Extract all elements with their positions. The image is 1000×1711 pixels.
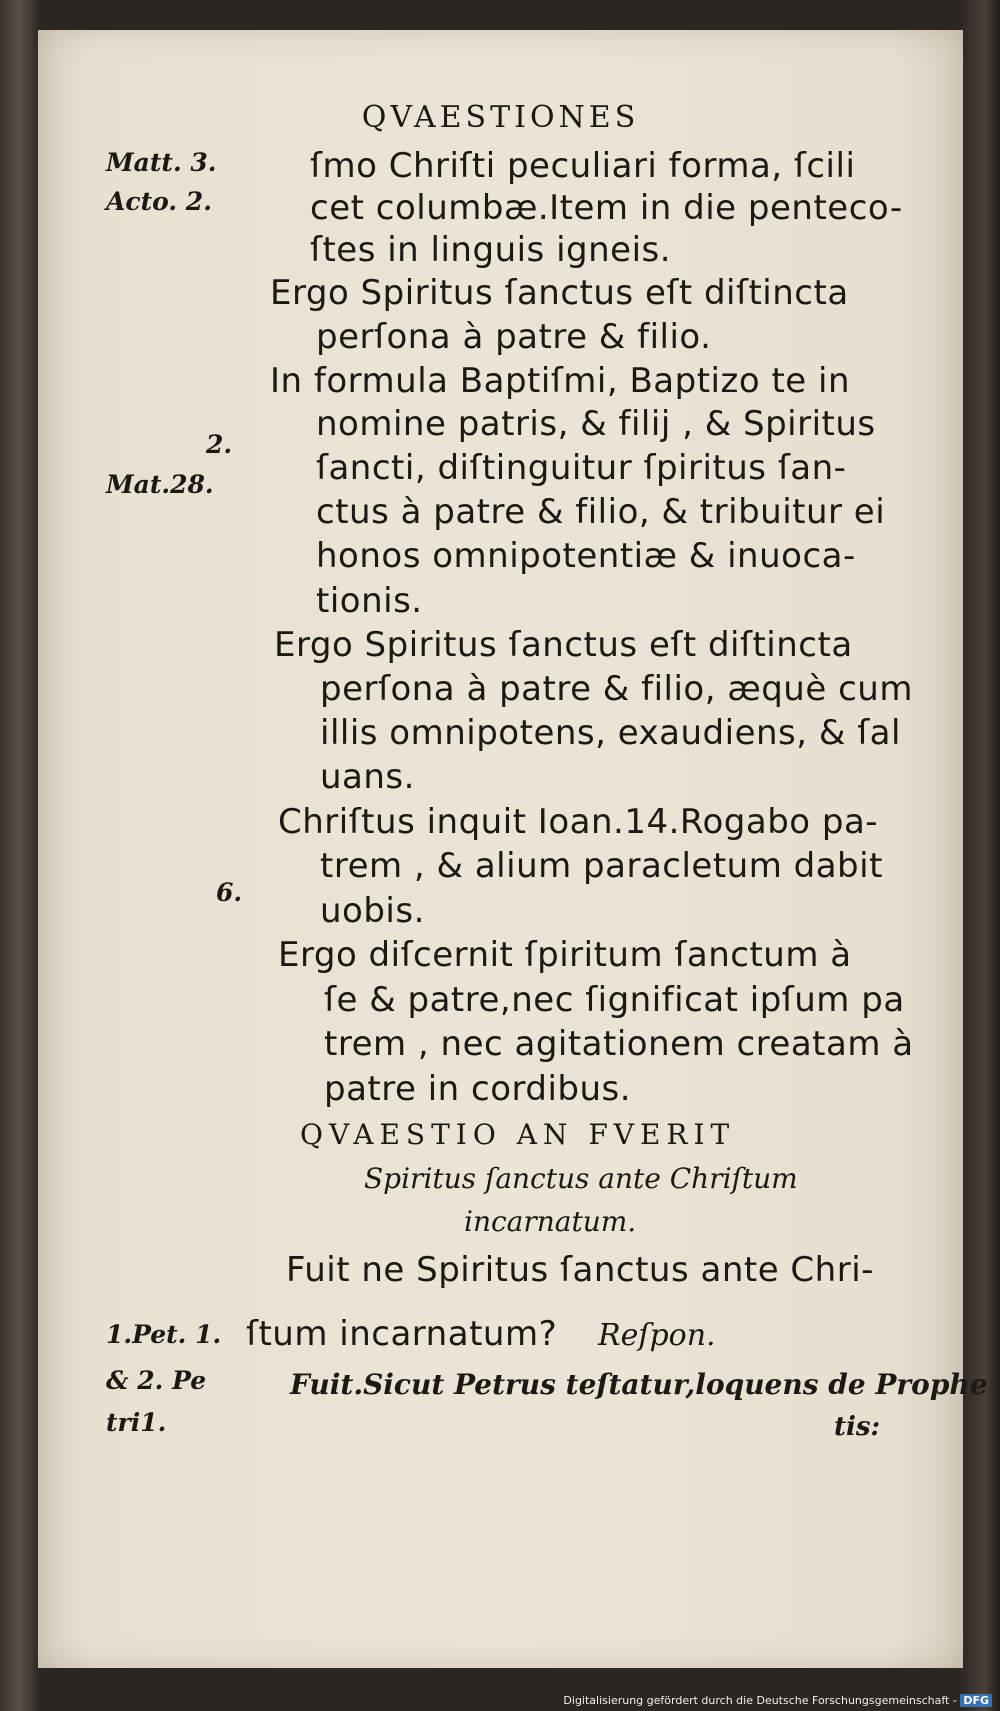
text-line: trem , & alium paracletum dabit <box>320 846 883 886</box>
text-line: ſancti, diſtinguitur ſpiritus ſan- <box>316 448 847 488</box>
text-line: uans. <box>320 757 415 797</box>
margin-note: Matt. 3. <box>106 148 217 177</box>
margin-note: Mat.28. <box>106 470 214 499</box>
text-line: perſona à patre & filio. <box>316 317 712 357</box>
dfg-logo: DFG <box>960 1694 992 1707</box>
text-line: cet columbæ.Item in die penteco- <box>310 188 903 228</box>
text-line: Ergo Spiritus ſanctus eſt diſtincta <box>274 625 853 665</box>
text-line: In formula Baptiſmi, Baptizo te in <box>270 361 850 401</box>
text-line: ſtum incarnatum? <box>246 1314 558 1354</box>
digitization-credit <box>563 1694 992 1707</box>
margin-note: Acto. 2. <box>106 187 212 216</box>
text-line: Fuit.Sicut Petrus teſtatur,loquens de Prophe <box>290 1368 988 1401</box>
text-line: ſmo Chriſti peculiari forma, ſcili <box>310 146 856 186</box>
text-line: Ergo Spiritus ſanctus eſt diſtincta <box>270 273 849 313</box>
margin-note: 6. <box>216 878 243 907</box>
text-line: perſona à patre & filio, æquè cum <box>320 669 913 709</box>
credit-text: Digitalisierung gefördert durch die Deutsche Forschungsgemeinschaft - <box>563 1694 957 1707</box>
text-line: ctus à patre & filio, & tribuitur ei <box>316 492 886 532</box>
text-line: uobis. <box>320 891 425 931</box>
text-line: trem , nec agitationem creatam à <box>324 1024 914 1064</box>
text-line: Chriſtus inquit Ioan.14.Rogabo pa- <box>278 802 879 842</box>
margin-note: 1.Pet. 1. <box>106 1320 222 1349</box>
section-heading: QVAESTIO AN FVERIT <box>300 1118 736 1151</box>
text-line: ſe & patre,nec ſignificat ipſum pa <box>324 980 905 1020</box>
section-subheading: incarnatum. <box>464 1205 637 1238</box>
margin-note: & 2. Pe <box>106 1366 207 1395</box>
text-line: illis omnipotens, exaudiens, & ſal <box>320 713 901 753</box>
text-line: patre in cordibus. <box>324 1069 632 1109</box>
running-header: QVAESTIONES <box>361 100 640 135</box>
margin-note: 2. <box>206 430 233 459</box>
margin-note: tri1. <box>106 1408 167 1437</box>
text-line: ſtes in linguis igneis. <box>310 230 672 270</box>
text-line: Ergo diſcernit ſpiritum ſanctum à <box>278 935 852 975</box>
response-label: Reſpon. <box>598 1318 716 1353</box>
text-line: Fuit ne Spiritus ſanctus ante Chri- <box>286 1250 874 1290</box>
catchword: tis: <box>834 1412 881 1442</box>
text-line: honos omnipotentiæ & inuoca- <box>316 536 856 576</box>
text-line: nomine patris, & filij , & Spiritus <box>316 404 876 444</box>
page <box>38 30 988 1668</box>
section-subheading: Spiritus ſanctus ante Chriſtum <box>364 1162 798 1195</box>
text-line: tionis. <box>316 581 423 621</box>
